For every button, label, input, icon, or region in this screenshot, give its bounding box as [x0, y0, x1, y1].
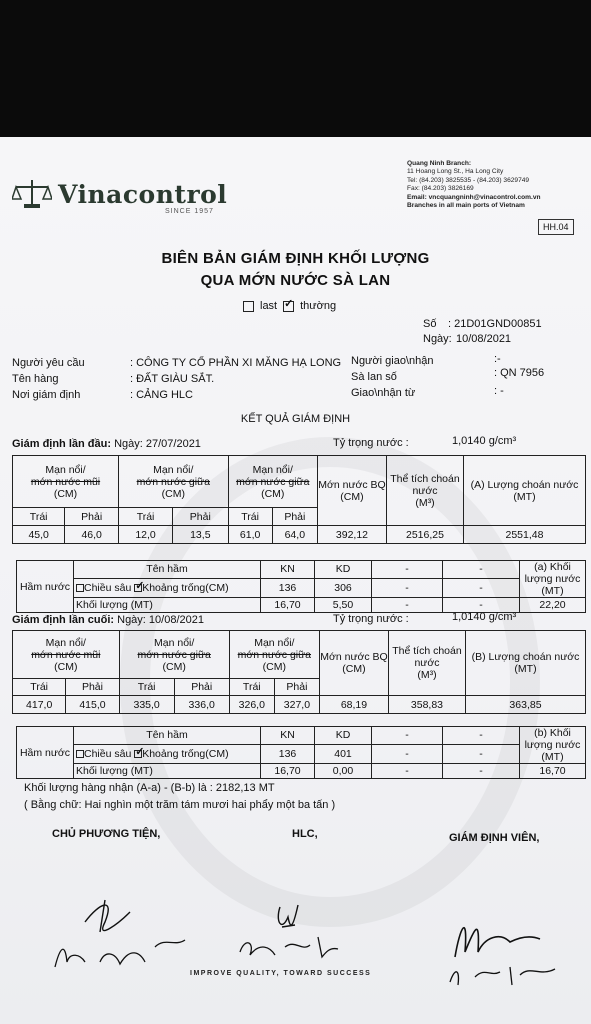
s2-val-6: 68,19: [319, 696, 388, 714]
noi-giam-dinh: : CẢNG HLC: [130, 389, 193, 401]
s1-kl-kd: 5,50: [315, 598, 372, 613]
so-label: Số: [423, 318, 437, 330]
ham-nuoc-label: Hầm nước: [17, 561, 74, 613]
section2-main-table: [12, 630, 586, 714]
nguoi-yeu-cau-label: Người yêu cầu: [12, 357, 85, 369]
hdr-trai: Trái: [229, 679, 274, 696]
hdr-phai: Phải: [173, 508, 229, 526]
col-moc2: Mạn nổi/ mớn nước giữa (CM): [119, 631, 229, 679]
branch-email: Email: vncquangninh@vinacontrol.com.vn: [407, 193, 541, 201]
dash-cell: -: [443, 744, 520, 763]
section2-date: Ngày: 10/08/2021: [117, 614, 204, 626]
nguoi-giao-nhan-label: Người giao\nhận: [351, 355, 434, 367]
s1-val-1: 46,0: [65, 526, 119, 544]
signature-giam-dinh-vien: [440, 897, 580, 987]
chu-phuong-tien: CHỦ PHƯƠNG TIỆN,: [52, 828, 161, 840]
s2-khoi-luong-nuoc-label: (b) Khối lượng nước (MT): [520, 727, 586, 764]
section1-tank-table: [16, 560, 586, 613]
dash-cell: -: [372, 727, 443, 745]
s1-val-7: 2516,25: [386, 526, 463, 544]
dash-cell: -: [372, 744, 443, 763]
hdr-phai: Phải: [272, 508, 317, 526]
s1-val-8: 2551,48: [463, 526, 585, 544]
s2-val-0: 417,0: [13, 696, 66, 714]
s1-val-3: 13,5: [173, 526, 229, 544]
ten-hang: : ĐẤT GIÀU SẮT.: [130, 373, 215, 385]
ten-hang-label: Tên hàng: [12, 373, 59, 385]
hlc-sign-label: HLC,: [292, 828, 318, 840]
sa-lan-label: Sà lan số: [351, 371, 397, 383]
col-moc1: Mạn nổi/ mớn nước mũi (CM): [13, 631, 120, 679]
sa-lan: : QN 7956: [494, 367, 545, 379]
ham-nuoc-label: Hầm nước: [17, 727, 74, 779]
section1-ty-trong: 1,0140 g/cm³: [452, 435, 517, 447]
col-the-tich: Thể tích choán nước (M³): [388, 631, 465, 696]
col-moc3: Mạn nổi/ mớn nước giữa (CM): [228, 456, 317, 508]
type-checkboxes: [243, 300, 336, 312]
ten-ham-label: Tên hầm: [74, 727, 261, 745]
document-page: [0, 137, 591, 1024]
s2-ham-kd: 401: [315, 744, 372, 763]
section2-ty-trong: 1,0140 g/cm³: [452, 611, 517, 623]
kn-header: KN: [261, 561, 315, 579]
section1-main-table: [12, 455, 586, 544]
s2-val-1: 415,0: [66, 696, 119, 714]
khoang-trong-checkbox[interactable]: [134, 584, 142, 592]
hdr-phai: Phải: [65, 508, 119, 526]
s1-val-0: 45,0: [13, 526, 65, 544]
branch-address: 11 Hoang Long St., Ha Long City: [407, 168, 504, 176]
signature-chu-phuong-tien: [45, 892, 195, 982]
hdr-trai: Trái: [13, 679, 66, 696]
kd-header: KD: [315, 727, 372, 745]
thuong-label: thường: [300, 300, 337, 312]
khoi-luong-label: Khối lượng (MT): [74, 598, 261, 613]
ket-qua-heading: KẾT QUẢ GIÁM ĐỊNH: [240, 413, 351, 425]
section1-date: Ngày: 27/07/2021: [114, 438, 201, 450]
dash-cell: -: [372, 764, 443, 779]
section1-ty-trong-label: Tỷ trọng nước :: [333, 437, 409, 449]
dash-cell: -: [372, 561, 443, 579]
khoang-trong-checkbox[interactable]: [134, 750, 142, 758]
hdr-trai: Trái: [228, 508, 272, 526]
summary-line: Khối lượng hàng nhận (A-a) - (B-b) là : 2182,13 MT: [24, 782, 275, 794]
s1-val-2: 12,0: [119, 526, 173, 544]
nguoi-yeu-cau: : CÔNG TY CỔ PHẦN XI MĂNG HẠ LONG: [130, 357, 342, 369]
logo-text: Vinacontrol: [58, 179, 228, 209]
branch-tel: Tel: (84.203) 3825535 - (84.203) 3629749: [407, 176, 530, 184]
khoi-luong-label: Khối lượng (MT): [74, 764, 261, 779]
scale-logo-icon: [12, 177, 52, 211]
section2-ty-trong-label: Tỷ trọng nước :: [333, 613, 409, 625]
title-line-1: BIÊN BẢN GIÁM ĐỊNH KHỐI LƯỢNG: [161, 250, 430, 267]
s1-khoi-luong-nuoc: 22,20: [520, 598, 586, 613]
hdr-trai: Trái: [119, 679, 174, 696]
section1-label: Giám định lần đầu:: [12, 438, 112, 450]
signature-hlc: [230, 897, 350, 967]
s1-kl-kn: 16,70: [261, 598, 315, 613]
chieu-sau-checkbox[interactable]: [76, 584, 84, 592]
dash-cell: -: [372, 578, 443, 597]
s1-val-5: 64,0: [272, 526, 317, 544]
dash-cell: -: [443, 727, 520, 745]
last-checkbox[interactable]: [243, 301, 254, 312]
branch-fax: Fax: (84.203) 3826169: [407, 185, 474, 193]
dash-cell: -: [443, 764, 520, 779]
s1-khoi-luong-nuoc-label: (a) Khối lượng nước (MT): [520, 561, 586, 598]
dash-cell: -: [443, 561, 520, 579]
ngay-value: 10/08/2021: [456, 333, 512, 345]
ngay-label: Ngày:: [423, 333, 452, 345]
s1-val-6: 392,12: [317, 526, 386, 544]
title-line-2: QUA MỚN NƯỚC SÀ LAN: [200, 272, 391, 289]
dash-cell: -: [443, 578, 520, 597]
hdr-phai: Phải: [274, 679, 319, 696]
section2-label: Giám định lần cuối:: [12, 614, 115, 626]
col-moc2: Mạn nổi/ mớn nước giữa (CM): [119, 456, 229, 508]
section1-header: [12, 438, 201, 450]
branch-note: Branches in all main ports of Vietnam: [407, 202, 525, 210]
branch-info: [407, 160, 541, 210]
noi-giam-dinh-label: Nơi giám định: [12, 389, 81, 401]
col-moc3: Mạn nổi/ mớn nước giữa (CM): [229, 631, 319, 679]
hdr-trai: Trái: [13, 508, 65, 526]
s2-val-3: 336,0: [174, 696, 229, 714]
dash-cell: -: [443, 598, 520, 613]
hdr-phai: Phải: [66, 679, 119, 696]
footer-slogan: IMPROVE QUALITY, TOWARD SUCCESS: [190, 970, 372, 977]
so-value: : 21D01GND00851: [448, 318, 542, 330]
vinacontrol-logo: [12, 177, 227, 211]
s1-val-4: 61,0: [228, 526, 272, 544]
s2-val-4: 326,0: [229, 696, 274, 714]
chieu-sau-row: Chiều sâu ✓ Khoảng trống(CM): [74, 578, 261, 597]
col-luong-b: (B) Lượng choán nước (MT): [465, 631, 585, 696]
s2-kl-kd: 0,00: [315, 764, 372, 779]
s1-ham-kd: 306: [315, 578, 372, 597]
giao-nhan-tu-label: Giao\nhận từ: [351, 387, 416, 399]
s2-val-7: 358,83: [388, 696, 465, 714]
col-luong-a: (A) Lượng choán nước (MT): [463, 456, 585, 526]
col-moc1: Mạn nổi/ mớn nước mũi (CM): [13, 456, 119, 508]
chieu-sau-row: Chiều sâu ✓ Khoảng trống(CM): [74, 744, 261, 763]
s2-khoi-luong-nuoc: 16,70: [520, 764, 586, 779]
kn-header: KN: [261, 727, 315, 745]
s2-ham-kn: 136: [261, 744, 315, 763]
logo-since: SINCE 1957: [165, 208, 214, 215]
col-mon-nuoc-bq: Mớn nước BQ (CM): [319, 631, 388, 696]
bang-chu-line: ( Bằng chữ: Hai nghìn một trăm tám mươi hai phẩy một ba tấn ): [24, 799, 336, 811]
s2-val-5: 327,0: [274, 696, 319, 714]
thuong-checkbox[interactable]: [283, 301, 294, 312]
hdr-phai: Phải: [174, 679, 229, 696]
col-mon-nuoc-bq: Mớn nước BQ (CM): [317, 456, 386, 526]
col-the-tich: Thể tích choán nước (M³): [386, 456, 463, 526]
section2-header: [12, 614, 204, 626]
section2-tank-table: [16, 726, 586, 779]
s1-ham-kn: 136: [261, 578, 315, 597]
s2-kl-kn: 16,70: [261, 764, 315, 779]
hdr-trai: Trái: [119, 508, 173, 526]
s2-val-8: 363,85: [465, 696, 585, 714]
nguoi-giao-nhan: :-: [494, 353, 501, 365]
kd-header: KD: [315, 561, 372, 579]
form-code: HH.04: [538, 219, 574, 235]
giao-nhan-tu: : -: [494, 385, 504, 397]
branch-name: Quang Ninh Branch:: [407, 160, 472, 167]
ten-ham-label: Tên hầm: [74, 561, 261, 579]
giam-dinh-vien: GIÁM ĐỊNH VIÊN,: [449, 832, 540, 844]
last-label: last: [260, 300, 278, 312]
s2-val-2: 335,0: [119, 696, 174, 714]
chieu-sau-checkbox[interactable]: [76, 750, 84, 758]
dash-cell: -: [372, 598, 443, 613]
